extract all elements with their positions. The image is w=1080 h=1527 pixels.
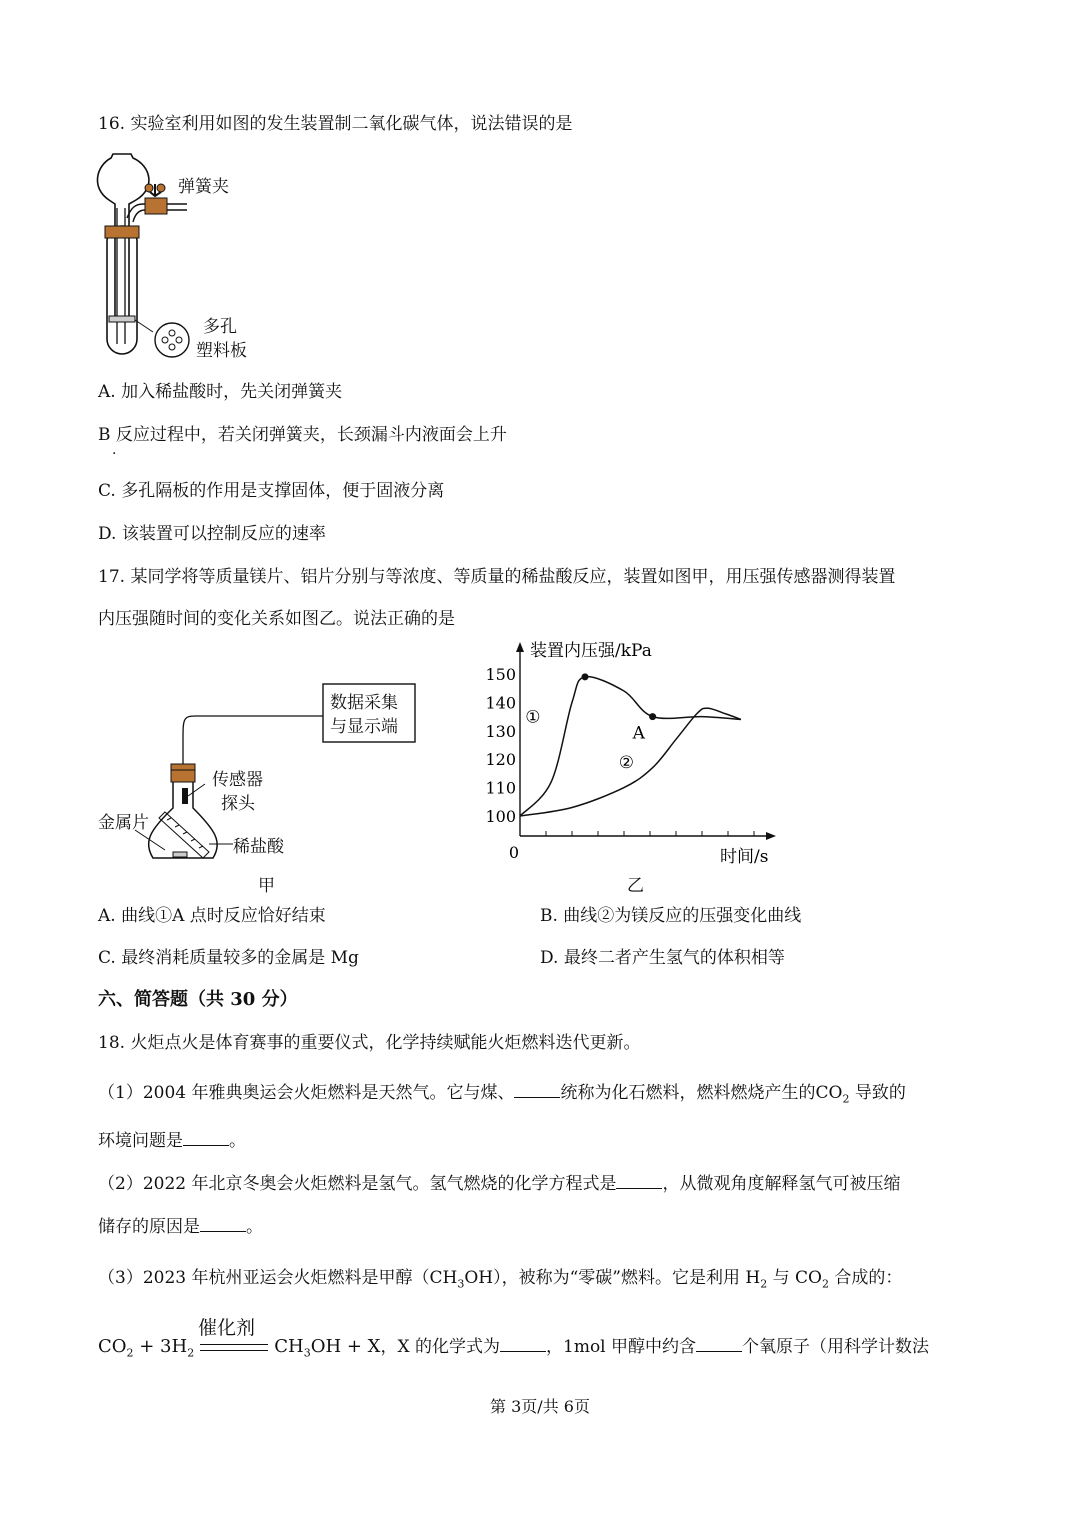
q17-option-c: C. 最终消耗质量较多的金属是 Mg xyxy=(98,948,359,968)
answer-blank xyxy=(616,1172,662,1189)
y-tick-label: 150 xyxy=(485,665,516,684)
caption-figure-a: 甲 xyxy=(258,876,275,896)
q16-option-a: A. 加入稀盐酸时，先关闭弹簧夹 xyxy=(98,382,343,402)
q18-part3-line1: （3）2023 年杭州亚运会火炬燃料是甲醇$(CH_3OH)$，被称为“零碳”燃料。它是利用 $H_2$ 与 $CO_2$ 合成的： xyxy=(98,1268,903,1291)
answer-blank xyxy=(183,1129,229,1146)
answer-blank xyxy=(696,1335,742,1352)
x-axis-label: 时间/s xyxy=(720,847,769,867)
q17-stem-line2: 内压强随时间的变化关系如图乙。说法正确的是 xyxy=(98,609,455,629)
label-plastic-plate: 塑料板 xyxy=(196,341,247,361)
equation-catalyst: 催化剂 xyxy=(198,1317,256,1339)
q17-option-b: B. 曲线②为镁反应的压强变化曲线 xyxy=(540,906,802,926)
answer-blank xyxy=(514,1081,560,1098)
x-axis-arrow xyxy=(766,832,776,840)
q16-option-b: B 反应过程中，若关闭弹簧夹，长颈漏斗内液面会上升 xyxy=(98,425,507,445)
answer-blank xyxy=(200,1215,246,1232)
y-tick-label: 120 xyxy=(485,750,516,770)
equation-double-line xyxy=(200,1344,268,1351)
label-spring-clamp: 弹簧夹 xyxy=(178,177,229,197)
q17-stem-line1: 17. 某同学将等质量镁片、铝片分别与等浓度、等质量的稀盐酸反应，装置如图甲，用压强传感器测得装置 xyxy=(98,567,896,587)
y-axis-arrow xyxy=(516,642,524,652)
q18-part1-line2: 环境问题是 。 xyxy=(98,1131,246,1151)
q16-option-d: D. 该装置可以控制反应的速率 xyxy=(98,524,326,544)
label-dilute-hcl: 稀盐酸 xyxy=(233,837,284,857)
page-footer: 第 3页/共 6页 xyxy=(490,1397,590,1416)
caption-figure-b: 乙 xyxy=(627,876,644,896)
annotation-point xyxy=(649,713,656,720)
q16-option-c: C. 多孔隔板的作用是支撑固体，便于固液分离 xyxy=(98,481,445,501)
x-origin-label: 0 xyxy=(508,843,520,862)
q18-part1-line1: （1）2004 年雅典奥运会火炬燃料是天然气。它与煤、 统称为化石燃料，燃料燃烧产生的$CO_2$ 导致的 xyxy=(98,1083,906,1106)
q17-option-d: D. 最终二者产生氢气的体积相等 xyxy=(540,948,785,968)
stray-dot: · xyxy=(112,446,117,462)
q18-equation-line: $CO_2 + 3H_2$ $CH_3OH + X$，X 的化学式为 ，1mol 甲醇中约含 个氧原子（用科学计数法 xyxy=(98,1336,930,1360)
pressure-time-chart xyxy=(470,640,790,875)
q17-option-a: A. 曲线①A 点时反应恰好结束 xyxy=(98,906,326,926)
q18-part2-line1: （2）2022 年北京冬奥会火炬燃料是氢气。氢气燃烧的化学方程式是 ，从微观角度解释氢气可被压缩 xyxy=(98,1174,901,1194)
q18-part2-line2: 储存的原因是 。 xyxy=(98,1217,263,1237)
y-tick-label: 130 xyxy=(485,721,516,741)
label-metal-sheet: 金属片 xyxy=(98,813,149,833)
annotation-label: A xyxy=(632,723,645,744)
y-axis-label: 装置内压强/kPa xyxy=(530,641,652,661)
series-1-peak-point xyxy=(582,673,589,680)
series-curve-1 xyxy=(520,677,741,816)
q18-stem: 18. 火炬点火是体育赛事的重要仪式，化学持续赋能火炬燃料迭代更新。 xyxy=(98,1033,641,1053)
y-tick-label: 100 xyxy=(485,807,516,826)
section-title: 六、简答题（共 30 分） xyxy=(98,989,298,1010)
label-porous: 多孔 xyxy=(203,317,237,337)
label-data-box-1: 数据采集 xyxy=(330,693,398,713)
y-tick-label: 140 xyxy=(485,693,516,713)
answer-blank xyxy=(500,1335,546,1352)
label-data-box-2: 与显示端 xyxy=(330,717,398,737)
series-2-label: ② xyxy=(618,753,635,774)
label-probe: 探头 xyxy=(221,794,255,814)
q16-stem: 16. 实验室利用如图的发生装置制二氧化碳气体，说法错误的是 xyxy=(98,114,573,134)
series-1-label: ① xyxy=(525,707,541,728)
y-tick-label: 110 xyxy=(485,778,516,798)
label-sensor: 传感器 xyxy=(212,770,263,790)
